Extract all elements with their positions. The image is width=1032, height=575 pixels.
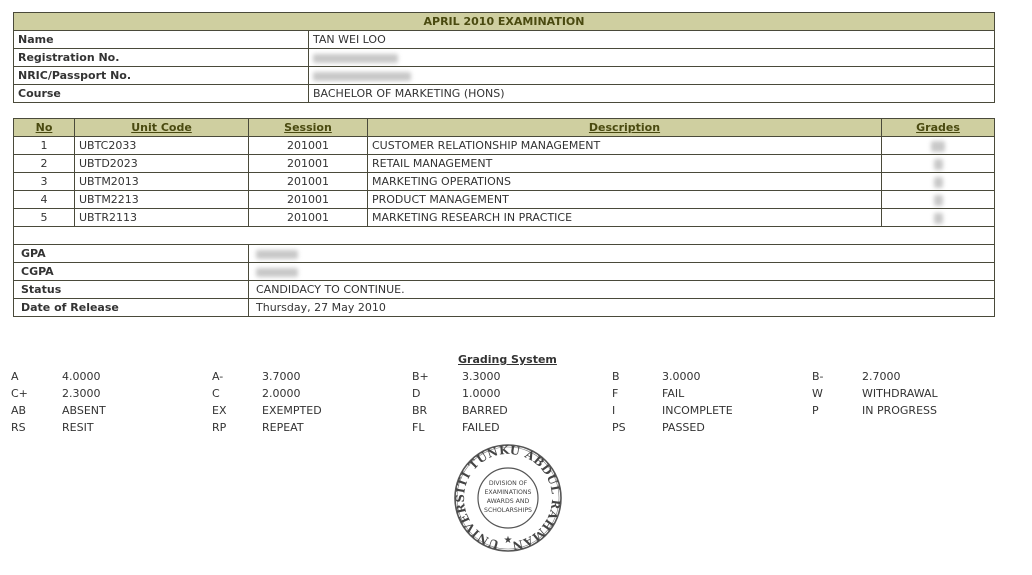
row-no: 4 [14, 191, 75, 209]
grade-code: P [812, 404, 819, 417]
summary-row-release-date [14, 299, 995, 317]
grade-meaning: REPEAT [262, 421, 304, 434]
row-no: 1 [14, 137, 75, 155]
column-header-unit-code[interactable]: Unit Code [75, 119, 249, 137]
table-row [14, 209, 995, 227]
grade-code: C+ [11, 387, 28, 400]
cgpa-value-redacted [249, 263, 995, 281]
seal-line: DIVISION OF [488, 480, 528, 487]
grade-meaning: RESIT [62, 421, 94, 434]
row-no: 3 [14, 173, 75, 191]
grade-code: F [612, 387, 619, 400]
course-value: BACHELOR OF MARKETING (HONS) [309, 85, 995, 103]
seal-line: SCHOLARSHIPS [484, 507, 532, 514]
spacer-row [14, 227, 995, 245]
info-row-course [14, 85, 995, 103]
grade-code: A [11, 370, 19, 383]
summary-row-gpa [14, 245, 995, 263]
row-session: 201001 [249, 191, 368, 209]
grade-code: C [212, 387, 220, 400]
info-row-nric [14, 67, 995, 85]
row-grade-redacted [882, 137, 995, 155]
row-unit-code: UBTM2013 [75, 173, 249, 191]
row-unit-code: UBTC2033 [75, 137, 249, 155]
grade-code: RS [11, 421, 26, 434]
row-unit-code: UBTR2113 [75, 209, 249, 227]
table-row [14, 191, 995, 209]
grade-meaning: PASSED [662, 421, 705, 434]
table-row [14, 137, 995, 155]
seal-star-icon: ★ [503, 535, 513, 546]
summary-row-status [14, 281, 995, 299]
grade-meaning: 3.7000 [262, 370, 301, 383]
seal-line: AWARDS AND [486, 498, 530, 505]
row-grade-redacted [882, 155, 995, 173]
grade-code: B+ [412, 370, 429, 383]
seal-line: EXAMINATIONS [484, 489, 532, 496]
gpa-value-redacted [249, 245, 995, 263]
results-table [13, 118, 995, 317]
grade-meaning: EXEMPTED [262, 404, 322, 417]
grade-meaning: BARRED [462, 404, 508, 417]
release-date-value: Thursday, 27 May 2010 [249, 299, 995, 317]
grading-system-title: Grading System [458, 353, 557, 366]
column-header-session[interactable]: Session [249, 119, 368, 137]
row-grade-redacted [882, 173, 995, 191]
grade-meaning: 2.3000 [62, 387, 101, 400]
name-value: TAN WEI LOO [309, 31, 995, 49]
row-unit-code: UBTD2023 [75, 155, 249, 173]
grade-meaning: 3.3000 [462, 370, 501, 383]
column-header-grades[interactable]: Grades [882, 119, 995, 137]
grade-code: AB [11, 404, 27, 417]
release-date-label: Date of Release [14, 299, 249, 317]
cgpa-label: CGPA [14, 263, 249, 281]
row-session: 201001 [249, 155, 368, 173]
grade-meaning: 4.0000 [62, 370, 101, 383]
status-value: CANDIDACY TO CONTINUE. [249, 281, 995, 299]
row-session: 201001 [249, 137, 368, 155]
row-grade-redacted [882, 191, 995, 209]
row-description: CUSTOMER RELATIONSHIP MANAGEMENT [368, 137, 882, 155]
grade-code: A- [212, 370, 224, 383]
table-row [14, 173, 995, 191]
nric-label: NRIC/Passport No. [14, 67, 309, 85]
status-label: Status [14, 281, 249, 299]
row-unit-code: UBTM2213 [75, 191, 249, 209]
grade-meaning: 3.0000 [662, 370, 701, 383]
student-info-table [13, 12, 995, 103]
registration-value-redacted [309, 49, 995, 67]
column-header-description[interactable]: Description [368, 119, 882, 137]
info-row-name [14, 31, 995, 49]
summary-row-cgpa [14, 263, 995, 281]
grade-code: B- [812, 370, 824, 383]
info-row-registration [14, 49, 995, 67]
nric-value-redacted [309, 67, 995, 85]
table-row [14, 155, 995, 173]
row-session: 201001 [249, 209, 368, 227]
grade-meaning: IN PROGRESS [862, 404, 937, 417]
grade-meaning: 1.0000 [462, 387, 501, 400]
grade-meaning: FAIL [662, 387, 685, 400]
grade-meaning: FAILED [462, 421, 500, 434]
university-seal-icon [453, 443, 563, 553]
name-label: Name [14, 31, 309, 49]
column-header-no[interactable]: No [14, 119, 75, 137]
grade-meaning: 2.0000 [262, 387, 301, 400]
row-no: 5 [14, 209, 75, 227]
registration-label: Registration No. [14, 49, 309, 67]
seal-outer-text: UNIVERSITI TUNKU ABDUL RAHMAN [453, 443, 563, 553]
course-label: Course [14, 85, 309, 103]
grade-meaning: WITHDRAWAL [862, 387, 938, 400]
grade-code: EX [212, 404, 227, 417]
exam-title: APRIL 2010 EXAMINATION [14, 13, 995, 31]
grade-code: FL [412, 421, 425, 434]
row-description: RETAIL MANAGEMENT [368, 155, 882, 173]
grade-meaning: 2.7000 [862, 370, 901, 383]
row-description: MARKETING OPERATIONS [368, 173, 882, 191]
grade-code: D [412, 387, 421, 400]
row-session: 201001 [249, 173, 368, 191]
grade-meaning: INCOMPLETE [662, 404, 733, 417]
grade-code: PS [612, 421, 626, 434]
row-description: MARKETING RESEARCH IN PRACTICE [368, 209, 882, 227]
row-description: PRODUCT MANAGEMENT [368, 191, 882, 209]
grade-code: B [612, 370, 620, 383]
gpa-label: GPA [14, 245, 249, 263]
grade-meaning: ABSENT [62, 404, 106, 417]
grade-code: W [812, 387, 823, 400]
grade-code: BR [412, 404, 428, 417]
grade-code: I [612, 404, 616, 417]
row-grade-redacted [882, 209, 995, 227]
row-no: 2 [14, 155, 75, 173]
grade-code: RP [212, 421, 227, 434]
